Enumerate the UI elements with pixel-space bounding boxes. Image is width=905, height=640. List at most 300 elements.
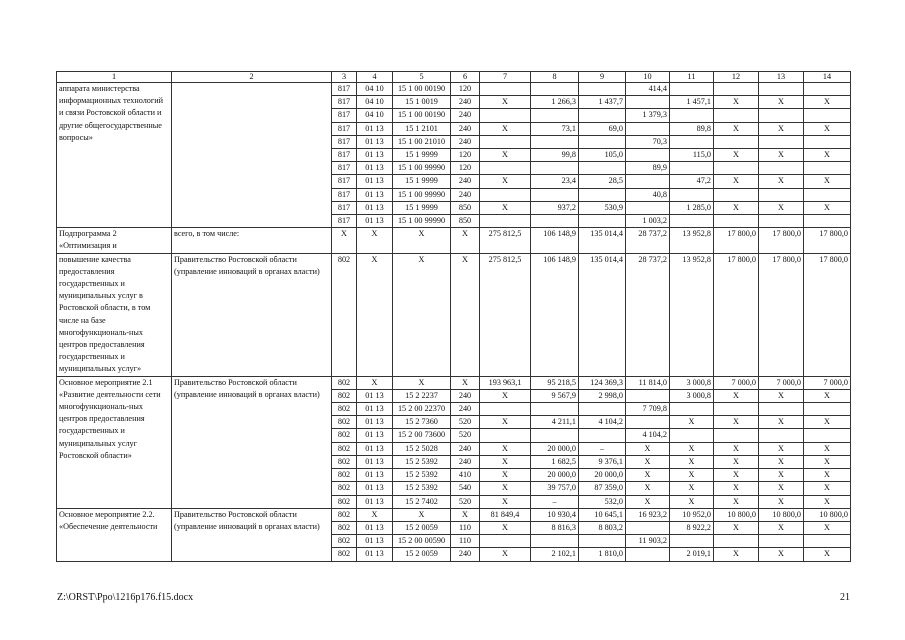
- table-cell: 15 1 00 21010: [393, 135, 451, 148]
- table-cell: X: [759, 469, 804, 482]
- table-cell: [714, 429, 759, 442]
- table-cell: X: [804, 149, 851, 162]
- table-cell: 124 369,3: [579, 376, 626, 389]
- table-cell: 802: [332, 429, 357, 442]
- table-cell: [714, 109, 759, 122]
- column-header: 9: [579, 72, 626, 83]
- table-cell: 15 2 5392: [393, 455, 451, 468]
- responsible-executor: Правительство Ростовской области (управление инноваций в органах власти): [172, 376, 332, 508]
- table-cell: [804, 162, 851, 175]
- table-cell: 04 10: [357, 83, 393, 96]
- program-description: Основное мероприятие 2.2. «Обеспечение деятельности: [57, 508, 172, 561]
- table-cell: [626, 548, 670, 561]
- table-cell: 15 2 7360: [393, 416, 451, 429]
- table-cell: 520: [451, 416, 480, 429]
- table-cell: 69,0: [579, 122, 626, 135]
- table-cell: X: [480, 416, 531, 429]
- table-cell: 10 952,0: [670, 508, 714, 521]
- table-cell: 15 2 0059: [393, 548, 451, 561]
- table-cell: 530,9: [579, 201, 626, 214]
- table-cell: 15 1 00 99990: [393, 162, 451, 175]
- table-cell: [480, 403, 531, 416]
- table-cell: 8 922,2: [670, 521, 714, 534]
- table-cell: X: [480, 455, 531, 468]
- page-number: 21: [840, 592, 850, 603]
- table-cell: 23,4: [531, 175, 579, 188]
- table-cell: [480, 215, 531, 228]
- table-cell: [759, 215, 804, 228]
- table-cell: 70,3: [626, 135, 670, 148]
- table-cell: –: [579, 442, 626, 455]
- table-cell: 15 1 9999: [393, 149, 451, 162]
- table-cell: 10 800,0: [759, 508, 804, 521]
- table-cell: [531, 83, 579, 96]
- table-cell: 817: [332, 215, 357, 228]
- table-cell: [759, 403, 804, 416]
- responsible-executor: всего, в том числе:: [172, 228, 332, 253]
- table-cell: 540: [451, 482, 480, 495]
- table-cell: 3 000,8: [670, 389, 714, 402]
- table-cell: 802: [332, 389, 357, 402]
- table-cell: 15 2 5392: [393, 469, 451, 482]
- table-cell: [480, 83, 531, 96]
- table-cell: [531, 188, 579, 201]
- table-cell: 532,0: [579, 495, 626, 508]
- table-cell: 10 645,1: [579, 508, 626, 521]
- table-cell: X: [759, 442, 804, 455]
- table-cell: [714, 188, 759, 201]
- table-cell: X: [670, 416, 714, 429]
- program-description: Основное мероприятие 2.1 «Развитие деятельности сети многофункциональ-ных центров предоставления государственных и муниципальных услуг Ростовской области»: [57, 376, 172, 508]
- table-cell: 89,9: [626, 162, 670, 175]
- table-cell: 1 437,7: [579, 96, 626, 109]
- table-cell: 89,8: [670, 122, 714, 135]
- table-cell: 01 13: [357, 521, 393, 534]
- table-cell: 73,1: [531, 122, 579, 135]
- table-cell: 120: [451, 149, 480, 162]
- table-cell: X: [451, 253, 480, 376]
- table-cell: 10 800,0: [714, 508, 759, 521]
- table-cell: X: [714, 548, 759, 561]
- table-cell: 106 148,9: [531, 253, 579, 376]
- table-cell: X: [393, 376, 451, 389]
- table-cell: [670, 83, 714, 96]
- table-cell: 850: [451, 215, 480, 228]
- table-cell: X: [357, 253, 393, 376]
- table-cell: 817: [332, 188, 357, 201]
- table-cell: X: [393, 253, 451, 376]
- table-cell: [670, 109, 714, 122]
- table-cell: X: [804, 548, 851, 561]
- table-cell: X: [714, 455, 759, 468]
- table-cell: 40,8: [626, 188, 670, 201]
- table-cell: 7 000,0: [804, 376, 851, 389]
- table-cell: 17 800,0: [804, 253, 851, 376]
- table-cell: 04 10: [357, 96, 393, 109]
- responsible-executor: Правительство Ростовской области (управление инноваций в органах власти): [172, 508, 332, 561]
- table-row: [57, 508, 851, 521]
- table-cell: [579, 429, 626, 442]
- table-cell: 01 13: [357, 122, 393, 135]
- table-cell: 240: [451, 175, 480, 188]
- table-cell: 937,2: [531, 201, 579, 214]
- table-cell: 20 000,0: [579, 469, 626, 482]
- table-cell: 135 014,4: [579, 228, 626, 253]
- table-cell: X: [480, 175, 531, 188]
- table-cell: 240: [451, 455, 480, 468]
- column-header: 5: [393, 72, 451, 83]
- table-cell: X: [759, 548, 804, 561]
- table-cell: [480, 188, 531, 201]
- table-cell: 01 13: [357, 201, 393, 214]
- table-cell: 15 1 2101: [393, 122, 451, 135]
- table-cell: 110: [451, 521, 480, 534]
- table-cell: [531, 135, 579, 148]
- table-cell: [670, 162, 714, 175]
- table-cell: 802: [332, 455, 357, 468]
- table-cell: 28 737,2: [626, 228, 670, 253]
- table-cell: 4 104,2: [579, 416, 626, 429]
- table-cell: [759, 83, 804, 96]
- table-cell: 47,2: [670, 175, 714, 188]
- table-cell: 817: [332, 109, 357, 122]
- table-cell: [626, 122, 670, 135]
- table-cell: [531, 429, 579, 442]
- column-header: 7: [480, 72, 531, 83]
- table-cell: [531, 162, 579, 175]
- table-cell: X: [670, 442, 714, 455]
- responsible-executor: Правительство Ростовской области (управление инноваций в органах власти): [172, 253, 332, 376]
- table-cell: 4 211,1: [531, 416, 579, 429]
- table-cell: 2 998,0: [579, 389, 626, 402]
- table-cell: 240: [451, 442, 480, 455]
- program-description: повышение качества предоставления государственных и муниципальных услуг в Ростовской области, в том числе на базе многофункциональ-ных центров предоставления государственных и муниципальных услуг»: [57, 253, 172, 376]
- table-cell: 01 13: [357, 442, 393, 455]
- table-cell: 850: [451, 201, 480, 214]
- table-cell: X: [759, 149, 804, 162]
- table-cell: 240: [451, 96, 480, 109]
- table-cell: 240: [451, 188, 480, 201]
- table-cell: X: [804, 122, 851, 135]
- table-cell: X: [759, 122, 804, 135]
- table-cell: 15 2 0059: [393, 521, 451, 534]
- table-cell: 81 849,4: [480, 508, 531, 521]
- table-cell: [714, 162, 759, 175]
- table-cell: X: [332, 228, 357, 253]
- table-cell: [480, 162, 531, 175]
- table-cell: [626, 521, 670, 534]
- table-cell: [670, 215, 714, 228]
- table-cell: 10 930,4: [531, 508, 579, 521]
- table-cell: X: [804, 455, 851, 468]
- column-header: 6: [451, 72, 480, 83]
- table-cell: X: [480, 201, 531, 214]
- table-cell: 01 13: [357, 482, 393, 495]
- table-cell: 15 1 00 99990: [393, 215, 451, 228]
- table-cell: [714, 135, 759, 148]
- table-cell: 15 1 00 00190: [393, 109, 451, 122]
- table-row: [57, 228, 851, 253]
- table-cell: 817: [332, 96, 357, 109]
- table-cell: 802: [332, 548, 357, 561]
- table-cell: [531, 109, 579, 122]
- table-cell: [670, 135, 714, 148]
- program-description: аппарата министерства информационных технологий и связи Ростовской области и другие общегосударственные вопросы»: [57, 83, 172, 228]
- table-cell: 135 014,4: [579, 253, 626, 376]
- table-cell: X: [804, 201, 851, 214]
- table-cell: 15 1 00 99990: [393, 188, 451, 201]
- table-cell: X: [759, 416, 804, 429]
- table-cell: 01 13: [357, 162, 393, 175]
- budget-table: [56, 71, 851, 562]
- table-cell: X: [714, 389, 759, 402]
- table-cell: X: [714, 96, 759, 109]
- table-cell: [759, 535, 804, 548]
- table-cell: 1 003,2: [626, 215, 670, 228]
- table-cell: 15 2 00 73600: [393, 429, 451, 442]
- table-cell: X: [714, 175, 759, 188]
- table-cell: [579, 83, 626, 96]
- table-cell: 01 13: [357, 135, 393, 148]
- table-cell: [714, 215, 759, 228]
- table-cell: 817: [332, 175, 357, 188]
- table-cell: 17 800,0: [759, 253, 804, 376]
- table-cell: X: [480, 96, 531, 109]
- table-cell: X: [670, 469, 714, 482]
- table-cell: X: [626, 442, 670, 455]
- table-cell: 17 800,0: [714, 228, 759, 253]
- table-cell: 39 757,0: [531, 482, 579, 495]
- table-cell: X: [714, 201, 759, 214]
- table-cell: X: [670, 495, 714, 508]
- column-header: 13: [759, 72, 804, 83]
- table-cell: 1 285,0: [670, 201, 714, 214]
- table-cell: 240: [451, 403, 480, 416]
- table-cell: 4 104,2: [626, 429, 670, 442]
- header-row: [57, 72, 851, 83]
- table-cell: X: [626, 495, 670, 508]
- table-cell: [804, 83, 851, 96]
- table-cell: X: [357, 376, 393, 389]
- table-cell: 7 000,0: [714, 376, 759, 389]
- table-cell: X: [714, 495, 759, 508]
- table-cell: 01 13: [357, 175, 393, 188]
- table-cell: 15 1 0019: [393, 96, 451, 109]
- table-cell: [670, 403, 714, 416]
- table-cell: X: [804, 442, 851, 455]
- table-cell: 1 457,1: [670, 96, 714, 109]
- table-cell: 20 000,0: [531, 469, 579, 482]
- table-cell: [626, 96, 670, 109]
- table-cell: 01 13: [357, 403, 393, 416]
- table-cell: X: [714, 469, 759, 482]
- table-cell: 01 13: [357, 495, 393, 508]
- table-cell: 410: [451, 469, 480, 482]
- table-cell: X: [480, 548, 531, 561]
- table-cell: 802: [332, 495, 357, 508]
- table-cell: X: [480, 122, 531, 135]
- column-header: 1: [57, 72, 172, 83]
- table-cell: X: [804, 495, 851, 508]
- table-cell: [804, 188, 851, 201]
- table-cell: 802: [332, 376, 357, 389]
- table-cell: 1 810,0: [579, 548, 626, 561]
- table-cell: [714, 535, 759, 548]
- table-cell: 817: [332, 149, 357, 162]
- table-cell: X: [451, 508, 480, 521]
- table-row: [57, 253, 851, 376]
- table-cell: X: [804, 416, 851, 429]
- table-cell: 240: [451, 548, 480, 561]
- table-cell: [714, 83, 759, 96]
- table-cell: 11 814,0: [626, 376, 670, 389]
- table-cell: 17 800,0: [804, 228, 851, 253]
- table-cell: X: [804, 175, 851, 188]
- table-cell: [759, 429, 804, 442]
- table-cell: [579, 535, 626, 548]
- table-cell: [804, 109, 851, 122]
- column-header: 11: [670, 72, 714, 83]
- table-cell: [804, 535, 851, 548]
- table-cell: 120: [451, 83, 480, 96]
- column-header: 4: [357, 72, 393, 83]
- table-cell: 15 1 9999: [393, 201, 451, 214]
- table-cell: 802: [332, 416, 357, 429]
- table-cell: 414,4: [626, 83, 670, 96]
- table-cell: 240: [451, 109, 480, 122]
- table-cell: 13 952,8: [670, 253, 714, 376]
- table-cell: 106 148,9: [531, 228, 579, 253]
- table-cell: 17 800,0: [759, 228, 804, 253]
- table-cell: 28,5: [579, 175, 626, 188]
- table-cell: [759, 188, 804, 201]
- table-cell: [626, 201, 670, 214]
- table-cell: [480, 135, 531, 148]
- table-cell: [579, 162, 626, 175]
- table-cell: 15 2 5392: [393, 482, 451, 495]
- table-cell: X: [670, 455, 714, 468]
- table-cell: 9 567,9: [531, 389, 579, 402]
- table-cell: X: [714, 442, 759, 455]
- table-cell: 04 10: [357, 109, 393, 122]
- table-cell: 802: [332, 253, 357, 376]
- table-cell: 802: [332, 535, 357, 548]
- table-cell: [579, 135, 626, 148]
- table-cell: [670, 429, 714, 442]
- table-cell: 01 13: [357, 149, 393, 162]
- table-cell: X: [759, 521, 804, 534]
- table-cell: X: [759, 495, 804, 508]
- table-cell: –: [531, 495, 579, 508]
- table-cell: [480, 429, 531, 442]
- table-cell: 10 800,0: [804, 508, 851, 521]
- table-cell: X: [804, 521, 851, 534]
- table-cell: 1 682,5: [531, 455, 579, 468]
- table-cell: X: [626, 455, 670, 468]
- table-cell: 9 376,1: [579, 455, 626, 468]
- table-cell: [579, 188, 626, 201]
- table-cell: X: [480, 521, 531, 534]
- table-cell: 817: [332, 135, 357, 148]
- column-header: 3: [332, 72, 357, 83]
- table-cell: X: [759, 175, 804, 188]
- table-cell: 802: [332, 469, 357, 482]
- table-cell: X: [714, 521, 759, 534]
- table-cell: X: [626, 482, 670, 495]
- table-cell: 817: [332, 83, 357, 96]
- table-cell: X: [759, 455, 804, 468]
- responsible-executor: [172, 83, 332, 228]
- table-cell: [759, 135, 804, 148]
- table-cell: 105,0: [579, 149, 626, 162]
- table-cell: 87 359,0: [579, 482, 626, 495]
- table-cell: X: [626, 469, 670, 482]
- table-cell: 193 963,1: [480, 376, 531, 389]
- table-cell: 802: [332, 442, 357, 455]
- table-cell: [480, 535, 531, 548]
- table-row: [57, 376, 851, 389]
- table-cell: [626, 416, 670, 429]
- table-cell: 15 1 00 00190: [393, 83, 451, 96]
- table-cell: X: [714, 482, 759, 495]
- table-cell: X: [804, 96, 851, 109]
- table-cell: X: [759, 201, 804, 214]
- table-row: [57, 83, 851, 96]
- table-cell: 15 1 9999: [393, 175, 451, 188]
- table-cell: X: [714, 149, 759, 162]
- table-cell: X: [714, 416, 759, 429]
- table-cell: 817: [332, 162, 357, 175]
- table-cell: 240: [451, 389, 480, 402]
- table-cell: 240: [451, 122, 480, 135]
- table-cell: X: [393, 508, 451, 521]
- table-cell: 115,0: [670, 149, 714, 162]
- table-cell: 110: [451, 535, 480, 548]
- table-cell: [531, 535, 579, 548]
- column-header: 12: [714, 72, 759, 83]
- table-cell: [531, 215, 579, 228]
- table-cell: 120: [451, 162, 480, 175]
- table-cell: [480, 109, 531, 122]
- table-cell: [579, 403, 626, 416]
- table-cell: [714, 403, 759, 416]
- table-cell: X: [357, 228, 393, 253]
- table-cell: [804, 135, 851, 148]
- table-cell: [579, 215, 626, 228]
- table-cell: X: [357, 508, 393, 521]
- table-cell: 99,8: [531, 149, 579, 162]
- table-cell: 8 803,2: [579, 521, 626, 534]
- table-cell: 15 2 00 00590: [393, 535, 451, 548]
- table-cell: 275 812,5: [480, 228, 531, 253]
- table-cell: 01 13: [357, 455, 393, 468]
- table-cell: 802: [332, 482, 357, 495]
- table-cell: 01 13: [357, 215, 393, 228]
- table-cell: X: [759, 389, 804, 402]
- table-cell: 28 737,2: [626, 253, 670, 376]
- table-cell: X: [670, 482, 714, 495]
- table-cell: 15 2 7402: [393, 495, 451, 508]
- table-cell: 01 13: [357, 469, 393, 482]
- table-cell: [804, 429, 851, 442]
- table-cell: 275 812,5: [480, 253, 531, 376]
- footer-file-path: Z:\ORST\Ppo\1216p176.f15.docx: [57, 592, 194, 603]
- table-cell: 01 13: [357, 548, 393, 561]
- column-header: 10: [626, 72, 670, 83]
- table-cell: 817: [332, 122, 357, 135]
- table-cell: 20 000,0: [531, 442, 579, 455]
- table-cell: [626, 389, 670, 402]
